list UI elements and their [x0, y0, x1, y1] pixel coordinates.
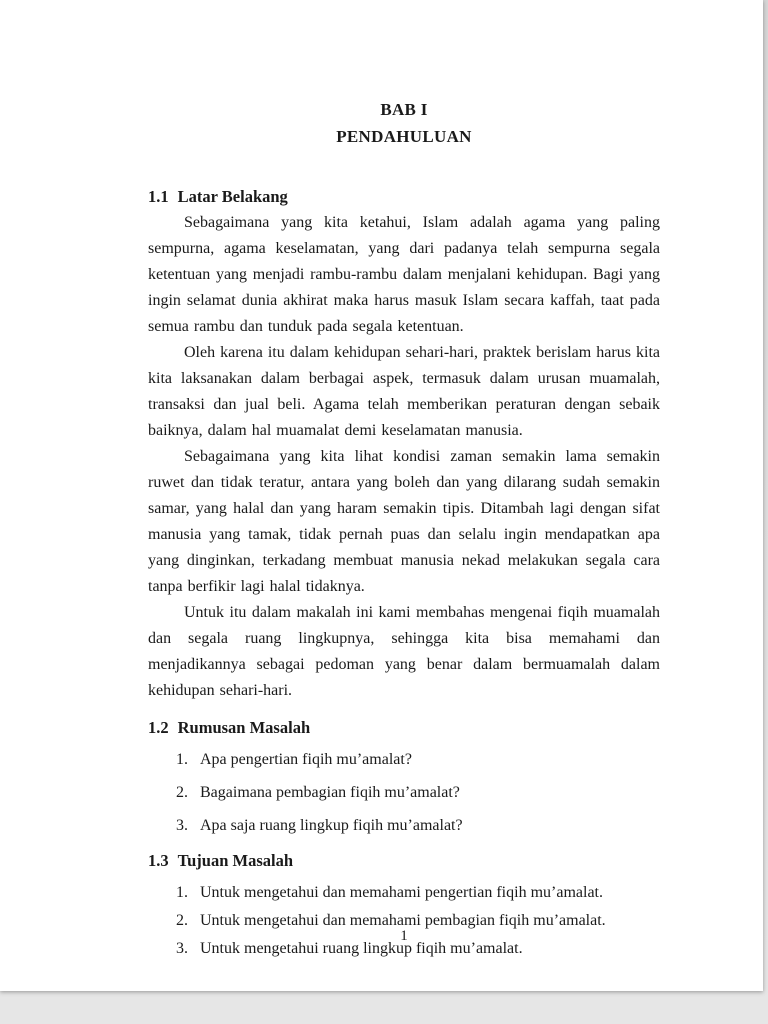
rumusan-masalah-list — [176, 747, 660, 839]
section-heading-latar-belakang — [148, 184, 660, 210]
section-number: 1.3 — [148, 851, 169, 870]
document-body — [148, 184, 660, 962]
list-item-text: Apa saja ruang lingkup fiqih mu’amalat? — [200, 817, 463, 834]
list-item — [176, 747, 660, 773]
list-item-text: Untuk mengetahui ruang lingkup fiqih mu’amalat. — [200, 940, 523, 957]
paragraph: Sebagaimana yang kita ketahui, Islam adalah agama yang paling sempurna, agama keselamatan, yang dari padanya telah sempurna segala ketentuan yang menjadi rambu-rambu dalam menjalani kehidupan. Bagi yang ingin selamat dunia akhirat maka harus masuk Islam secara kaffah, taat pada semua rambu dan tunduk pada segala ketentuan. — [148, 214, 660, 335]
section-heading-rumusan-masalah — [148, 715, 660, 741]
list-item-number: 3. — [176, 940, 188, 957]
section-number: 1.1 — [148, 187, 169, 206]
chapter-title: PENDAHULUAN — [336, 127, 472, 146]
list-item-text: Untuk mengetahui dan memahami pembagian fiqih mu’amalat. — [200, 912, 606, 929]
page-number: 1 — [400, 928, 408, 944]
list-item — [176, 880, 660, 906]
section-number: 1.2 — [148, 718, 169, 737]
chapter-number: BAB I — [380, 100, 428, 119]
list-item-number: 1. — [176, 884, 188, 901]
list-item — [176, 813, 660, 839]
section-label: Tujuan Masalah — [177, 851, 294, 870]
section-heading-tujuan-masalah — [148, 848, 660, 874]
list-item — [176, 780, 660, 806]
section-label: Rumusan Masalah — [177, 718, 311, 737]
list-item-number: 1. — [176, 751, 188, 768]
list-item-text: Untuk mengetahui dan memahami pengertian fiqih mu’amalat. — [200, 884, 603, 901]
list-item-number: 2. — [176, 912, 188, 929]
list-item-number: 3. — [176, 817, 188, 834]
list-item-text: Apa pengertian fiqih mu’amalat? — [200, 751, 412, 768]
paragraph: Oleh karena itu dalam kehidupan sehari-hari, praktek berislam harus kita kita laksanakan dalam berbagai aspek, termasuk dalam urusan muamalah, transaksi dan jual beli. Agama telah memberikan peraturan dengan sebaik baiknya, dalam hal muamalat demi keselamatan manusia. — [148, 344, 660, 439]
paragraph: Sebagaimana yang kita lihat kondisi zaman semakin lama semakin ruwet dan tidak teratur, antara yang boleh dan yang dilarang sudah semakin samar, yang halal dan yang haram semakin tipis. Ditambah lagi dengan sifat manusia yang tamak, tidak pernah puas dan selalu ingin mendapatkan apa yang dinginkan, terkadang membuat manusia nekad melakukan segala cara tanpa berfikir lagi halal tidaknya. — [148, 448, 660, 595]
chapter-heading — [148, 0, 660, 150]
section-label: Latar Belakang — [177, 187, 288, 206]
list-item-text: Bagaimana pembagian fiqih mu’amalat? — [200, 784, 460, 801]
list-item-number: 2. — [176, 784, 188, 801]
paragraph: Untuk itu dalam makalah ini kami membahas mengenai fiqih muamalah dan segala ruang lingkupnya, sehingga kita bisa memahami dan menjadikannya sebagai pedoman yang benar dalam bermuamalah dalam kehidupan sehari-hari. — [148, 604, 660, 699]
tujuan-masalah-list — [176, 880, 660, 962]
